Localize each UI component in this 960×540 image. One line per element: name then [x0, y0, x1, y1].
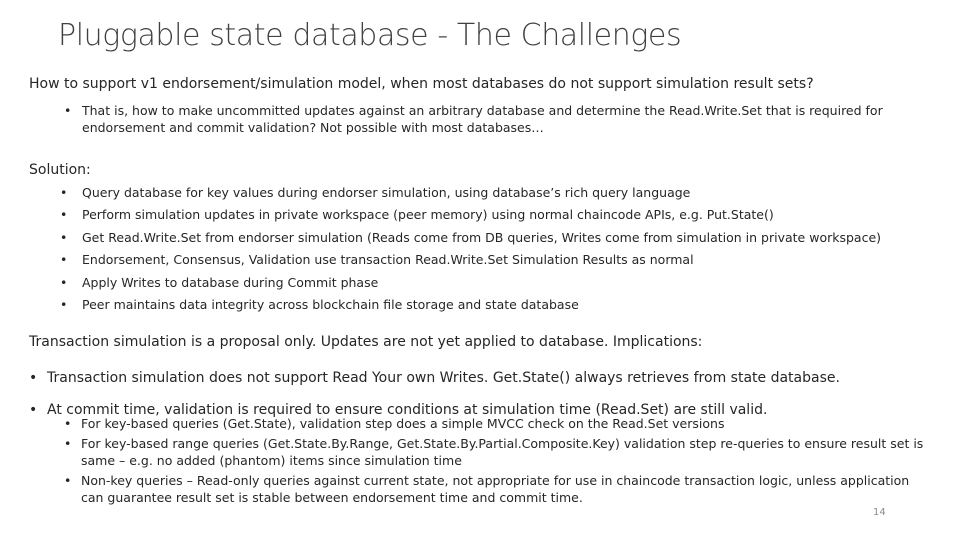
solution-list	[60, 182, 940, 316]
bullet: •	[64, 473, 72, 488]
list-item	[64, 472, 934, 506]
bullet: •	[60, 185, 68, 200]
bullet: •	[29, 402, 38, 418]
slide-title: Pluggable state database - The Challenges	[58, 18, 682, 53]
list-item-text: At commit time, validation is required to ensure conditions at simulation time (Read.Set) are still valid.	[47, 402, 768, 418]
implications-heading: Transaction simulation is a proposal only. Updates are not yet applied to database. Implications:	[29, 334, 703, 350]
list-item-text: Peer maintains data integrity across blockchain file storage and state database	[82, 297, 579, 313]
validation-sub-list	[64, 415, 934, 509]
bullet: •	[60, 297, 68, 313]
list-item-text: Endorsement, Consensus, Validation use transaction Read.Write.Set Simulation Results as normal	[82, 252, 694, 268]
list-item	[60, 249, 940, 271]
list-item-text: For key-based queries (Get.State), validation step does a simple MVCC check on the Read.Set versions	[81, 416, 725, 431]
page-number: 14	[873, 507, 886, 518]
list-item	[60, 182, 940, 204]
list-item-text: Query database for key values during endorser simulation, using database’s rich query language	[82, 185, 691, 200]
bullet: •	[60, 207, 68, 223]
question-detail-item	[64, 102, 932, 136]
bullet: •	[60, 229, 68, 245]
bullet: •	[60, 252, 68, 268]
list-item-text: Perform simulation updates in private workspace (peer memory) using normal chaincode APIs, e.g. Put.State()	[82, 207, 774, 223]
list-item-text: Non-key queries – Read-only queries against current state, not appropriate for use in chaincode transaction logic, unless application can guarantee result set is stable between endorsement time and commit time.	[81, 473, 910, 505]
list-item	[29, 362, 939, 394]
list-item	[60, 272, 940, 294]
list-item-text: Get Read.Write.Set from endorser simulation (Reads come from DB queries, Writes come from simulation in private workspace)	[82, 229, 882, 245]
list-item	[60, 294, 940, 316]
bullet: •	[64, 416, 72, 431]
list-item-text: Apply Writes to database during Commit phase	[82, 274, 379, 290]
bullet: •	[64, 436, 72, 451]
bullet: •	[64, 103, 72, 118]
solution-heading: Solution:	[29, 162, 91, 178]
list-item	[60, 204, 940, 226]
list-item-text: Transaction simulation does not support Read Your own Writes. Get.State() always retrieves from state database.	[47, 370, 840, 386]
bullet: •	[60, 274, 68, 290]
bullet: •	[29, 370, 38, 386]
list-item	[64, 435, 934, 469]
list-item-text: For key-based range queries (Get.State.By.Range, Get.State.By.Partial.Composite.Key) validation step re-queries to ensure result set is same – e.g. no added (phantom) items since simulation time	[81, 436, 924, 468]
list-item	[60, 227, 940, 249]
question-text: How to support v1 endorsement/simulation model, when most databases do not support simulation result sets?	[29, 76, 814, 92]
question-detail-text: That is, how to make uncommitted updates against an arbitrary database and determine the Read.Write.Set that is required for endorsement and commit validation? Not possible with most databases…	[82, 103, 883, 135]
list-item	[64, 415, 934, 432]
